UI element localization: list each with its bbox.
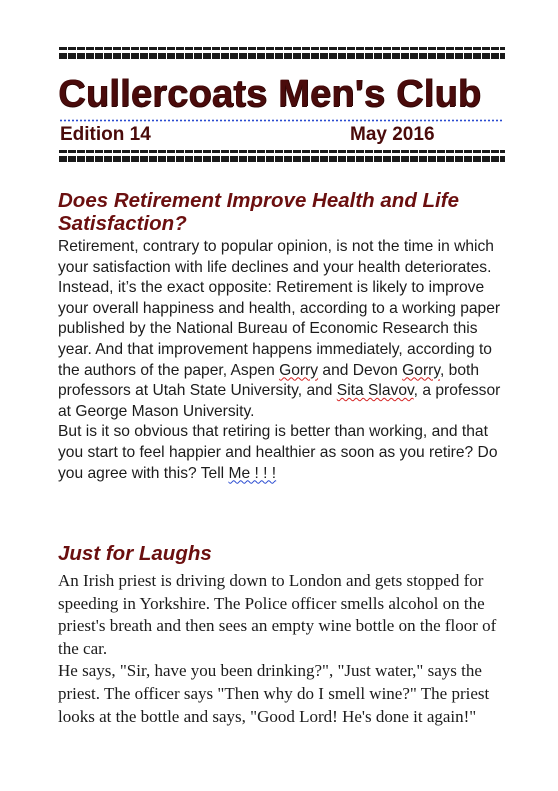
misspelled-word: Gorry xyxy=(279,361,319,379)
article-text-segment: and Devon xyxy=(318,361,403,379)
grammar-flagged-text: Me ! ! ! xyxy=(228,464,277,482)
article-text-segment: , a professor at George Mason University. xyxy=(58,382,501,420)
article-text-segment: Retirement, contrary to popular opinion, is not the time in which your satisfaction with life declines and your health deteriorates. Instead, it’s the exact opposite: Retirement is likely to improve your overall happiness and health, according to a working paper published by the National Bureau of Economic Research this year. And that improvement happens immediately, according to the authors of the paper, Aspen xyxy=(58,238,501,379)
misspelled-word: Gorry xyxy=(402,361,440,379)
joke-paragraph-2: He says, "Sir, have you been drinking?", "Just water," says the priest. The officer says "Then why do I smell wine?" The priest looks at the bottle and says, "Good Lord! He's done it again!" xyxy=(58,661,490,726)
article-body xyxy=(58,237,510,484)
article-paragraph-1 xyxy=(58,237,510,422)
article-paragraph-2 xyxy=(58,422,510,484)
article-text-segment: But is it so obvious that retiring is better than working, and that you start to feel happier and healthier as soon as you retire? Do you agree with this? Tell xyxy=(58,423,498,482)
masthead-bottom-rule xyxy=(59,150,505,162)
newsletter-title: Cullercoats Men's Club xyxy=(58,73,482,115)
grammar-check-underline xyxy=(59,119,503,122)
article-heading: Does Retirement Improve Health and Life Satisfaction? xyxy=(58,189,459,235)
article-text-segment: , both professors at Utah State University, and xyxy=(58,361,479,400)
misspelled-word: Sita Slavov xyxy=(336,382,414,400)
edition-number: Edition 14 xyxy=(60,124,151,145)
joke-paragraph-1: An Irish priest is driving down to London and gets stopped for speeding in Yorkshire. The Police officer smells alcohol on the priest's breath and then sees an empty wine bottle on the floor of the car. xyxy=(58,571,497,658)
issue-date: May 2016 xyxy=(350,124,435,145)
joke-body xyxy=(58,570,518,728)
masthead-top-rule xyxy=(59,47,505,59)
laughs-heading: Just for Laughs xyxy=(58,542,212,565)
